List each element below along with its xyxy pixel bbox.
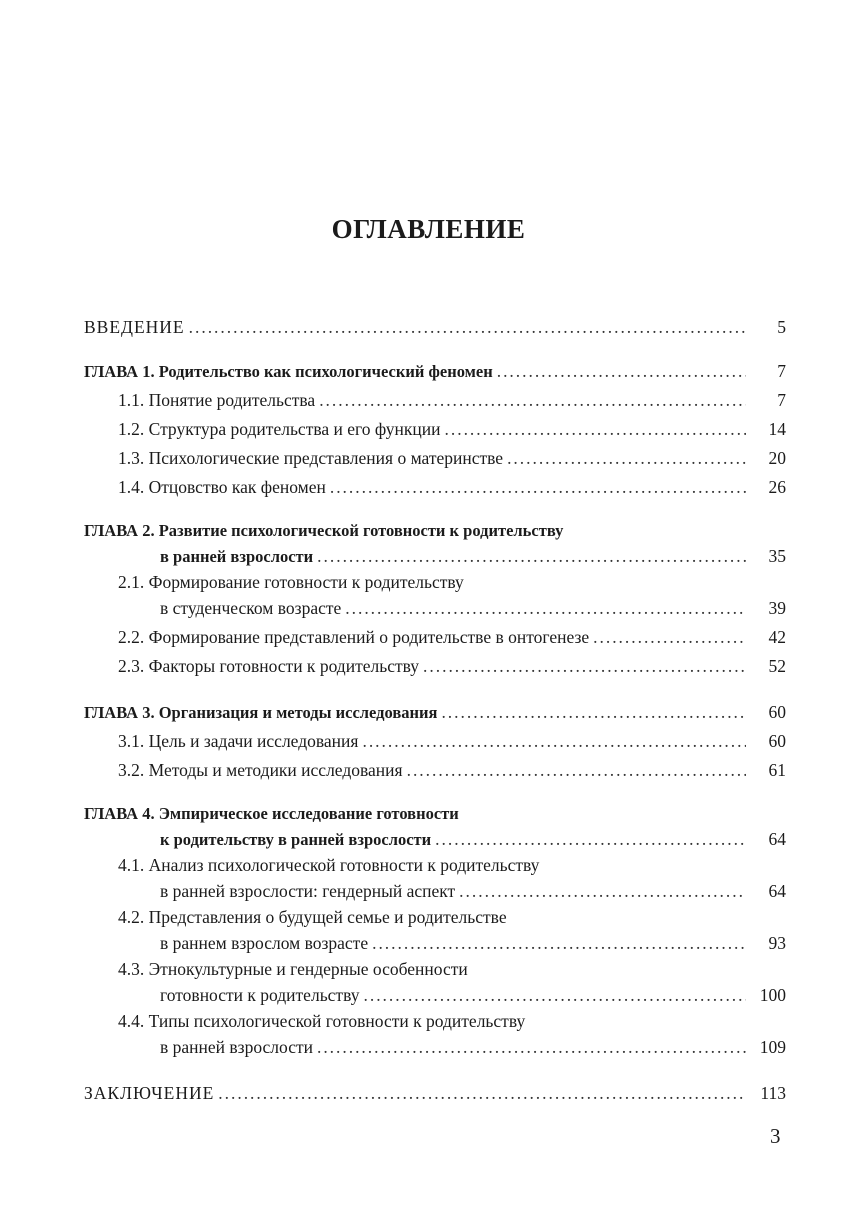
dot-leader [441,698,746,727]
page-title: ОГЛАВЛЕНИЕ [331,214,526,244]
toc-entry-4-1-line1[interactable] [84,854,786,877]
toc-label: в ранней взрослости [160,1037,313,1057]
toc-page: 64 [768,829,786,849]
toc-entry-3-1[interactable] [84,727,786,756]
dot-leader [218,1079,746,1108]
toc-entry-chapter-1[interactable] [84,357,786,386]
toc-label: в ранней взрослости: гендерный аспект [160,881,456,901]
toc-entry-2-2[interactable] [84,623,786,652]
dot-leader [459,877,746,906]
toc-entry-2-1-line1[interactable] [84,571,786,594]
toc-label: 4.1. Анализ психологической готовности к родительству [118,855,540,875]
toc-label: 2.1. Формирование готовности к родительству [118,572,464,592]
toc-page: 5 [777,317,786,337]
table-of-contents [84,316,786,1108]
toc-label: 4.3. Этнокультурные и гендерные особенности [118,959,468,979]
toc-entry-conclusion[interactable] [84,1079,786,1108]
toc-entry-4-4-line1[interactable] [84,1010,786,1033]
dot-leader [497,357,746,386]
toc-entry-4-3-line1[interactable] [84,958,786,981]
toc-label: ГЛАВА 3. Организация и методы исследования [84,703,438,722]
toc-entry-2-1[interactable] [84,594,786,623]
dot-leader [330,473,746,502]
toc-page: 7 [777,361,786,381]
dot-leader [189,316,746,339]
toc-label: 3.1. Цель и задачи исследования [118,731,359,751]
toc-entry-2-3[interactable] [84,652,786,681]
toc-entry-1-4[interactable] [84,473,786,502]
toc-page: 52 [768,656,786,676]
toc-page: 42 [768,627,786,647]
toc-entry-chapter-3[interactable] [84,698,786,727]
toc-label: 1.2. Структура родительства и его функции [118,419,441,439]
page-number: 3 [770,1124,781,1148]
toc-label: ЗАКЛЮЧЕНИЕ [84,1083,215,1103]
toc-entry-1-3[interactable] [84,444,786,473]
toc-label: ГЛАВА 4. Эмпирическое исследование готовности [84,804,459,823]
toc-page: 14 [768,419,786,439]
toc-entry-chapter-2[interactable] [84,542,786,571]
dot-leader [445,415,746,444]
toc-page: 100 [759,985,786,1005]
toc-page: 109 [759,1037,786,1057]
toc-label: в ранней взрослости [160,547,314,566]
toc-label: ГЛАВА 1. Родительство как психологический феномен [84,362,493,381]
toc-label: в студенческом возрасте [160,598,342,618]
toc-label: 1.1. Понятие родительства [118,390,316,410]
toc-label: 1.4. Отцовство как феномен [118,477,326,497]
dot-leader [364,981,747,1010]
toc-page: 7 [777,390,786,410]
toc-label: ГЛАВА 2. Развитие психологической готовности к родительству [84,521,564,540]
toc-page: 93 [768,933,786,953]
toc-entry-chapter-4-line1[interactable] [84,802,786,825]
toc-page: 60 [768,702,786,722]
dot-leader [423,652,746,681]
toc-label: ВВЕДЕНИЕ [84,317,185,337]
toc-entry-1-1[interactable] [84,386,786,415]
toc-label: 4.4. Типы психологической готовности к родительству [118,1011,526,1031]
toc-label: 4.2. Представления о будущей семье и родительстве [118,907,507,927]
toc-entry-4-3[interactable] [84,981,786,1010]
toc-entry-3-2[interactable] [84,756,786,785]
toc-entry-4-2[interactable] [84,929,786,958]
toc-label: готовности к родительству [160,985,360,1005]
toc-entry-4-4[interactable] [84,1033,786,1062]
dot-leader [317,1033,746,1062]
dot-leader [507,444,746,473]
dot-leader [372,929,746,958]
toc-entry-intro[interactable] [84,316,786,339]
dot-leader [362,727,746,756]
toc-label: к родительству в ранней взрослости [160,830,432,849]
toc-entry-chapter-2-line1[interactable] [84,519,786,542]
toc-page: 39 [768,598,786,618]
toc-entry-chapter-4[interactable] [84,825,786,854]
toc-label: 1.3. Психологические представления о материнстве [118,448,504,468]
toc-page: 64 [768,881,786,901]
toc-page: 26 [768,477,786,497]
dot-leader [593,623,746,652]
toc-label: 3.2. Методы и методики исследования [118,760,403,780]
toc-page: 61 [768,760,786,780]
toc-page: 60 [768,731,786,751]
toc-label: в раннем взрослом возрасте [160,933,369,953]
toc-entry-4-1[interactable] [84,877,786,906]
dot-leader [345,594,746,623]
toc-label: 2.3. Факторы готовности к родительству [118,656,420,676]
dot-leader [319,386,746,415]
toc-label: 2.2. Формирование представлений о родительстве в онтогенезе [118,627,590,647]
toc-page: 113 [760,1083,786,1103]
toc-entry-1-2[interactable] [84,415,786,444]
toc-page: 35 [768,546,786,566]
dot-leader [317,542,746,571]
dot-leader [407,756,746,785]
dot-leader [435,825,746,854]
toc-entry-4-2-line1[interactable] [84,906,786,929]
toc-page: 20 [768,448,786,468]
